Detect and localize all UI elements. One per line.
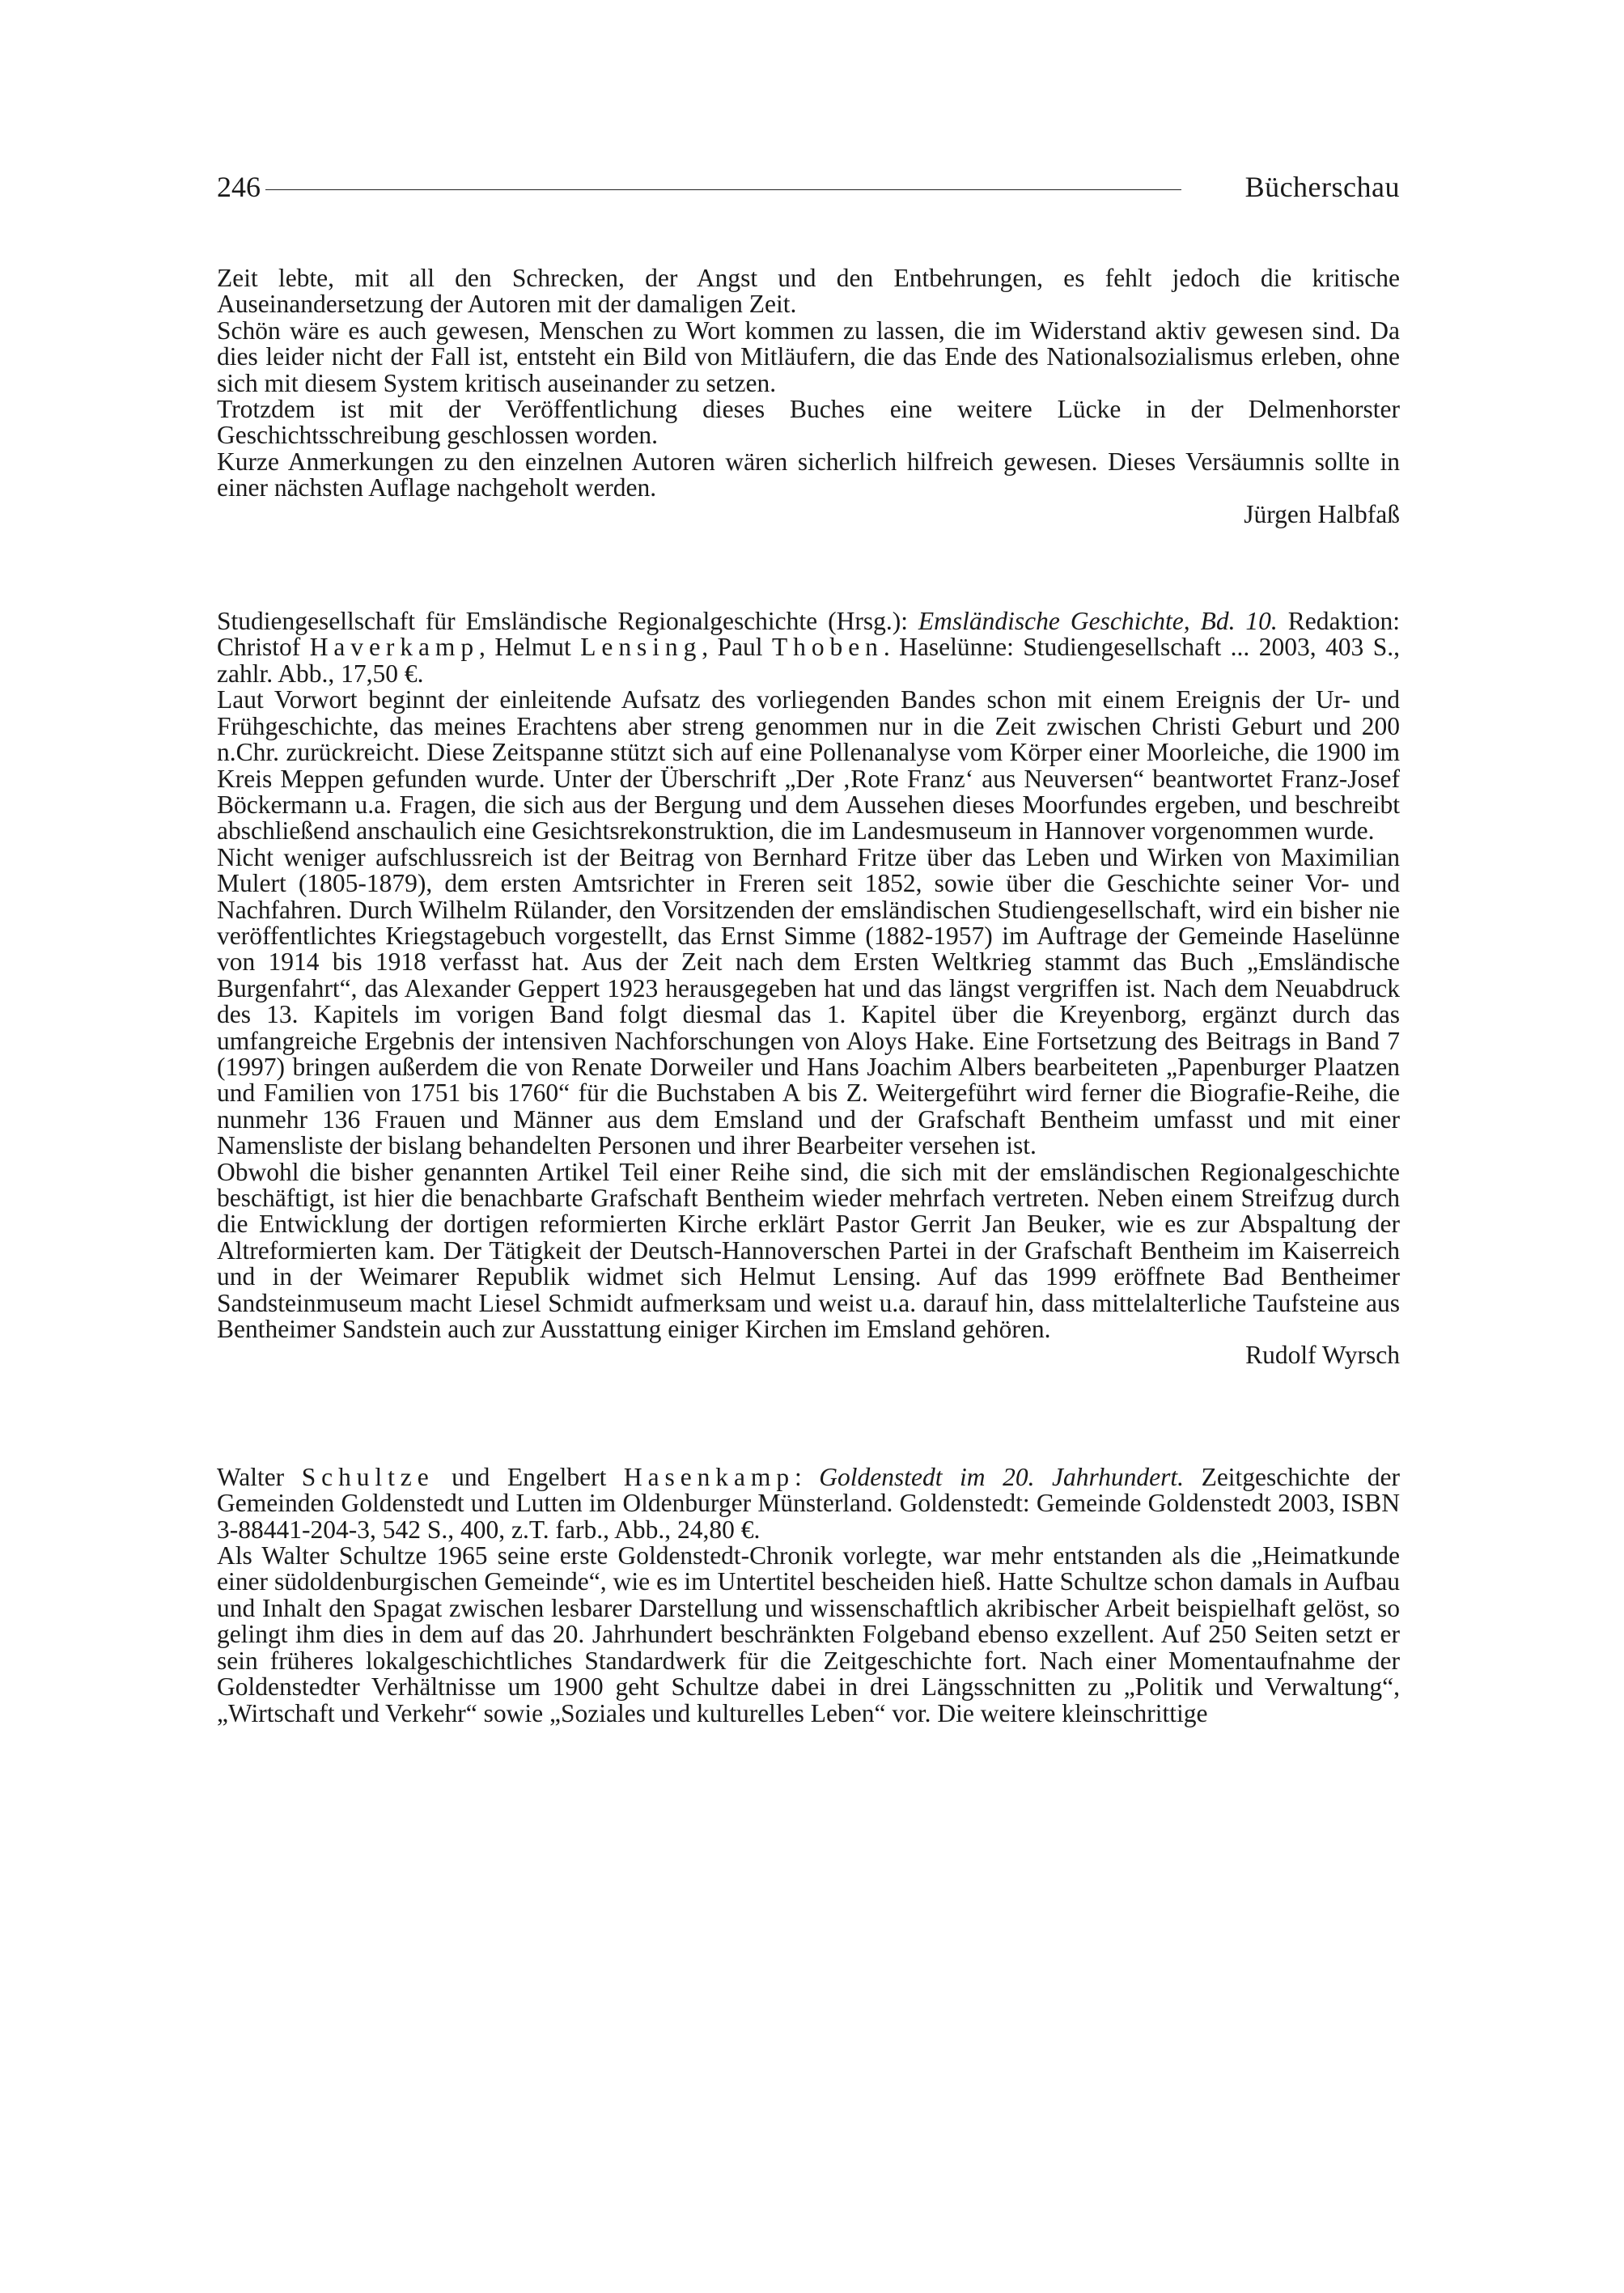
citation-text: und Engelbert — [434, 1462, 624, 1491]
header-rule — [265, 189, 1181, 190]
spacer — [217, 1369, 1400, 1464]
paragraph: Nicht weniger aufschlussreich ist der Beitrag von Bernhard Fritze über das Leben und Wirken von Maximilian Mulert (1805-1879), dem ersten Amtsrichter in Freren seit 1852, sowie über die Geschichte seiner Vor- und Nachfahren. Durch Wilhelm Rülander, den Vorsitzenden der emsländischen Studiengesellschaft, wird ein bisher nie veröffentlichtes Kriegstagebuch vorgestellt, das Ernst Simme (1882-1957) im Auftrage der Gemeinde Haselünne von 1914 bis 1918 verfasst hat. Aus der Zeit nach dem Ersten Weltkrieg stammt das Buch „Emsländische Burgenfahrt“, das Alexander Geppert 1923 herausgegeben hat und das längst vergriffen ist. Nach dem Neuabdruck des 13. Kapitels im vorigen Band folgt diesmal das 1. Kapitel über die Kreyenborg, ergänzt durch das umfangreiche Ergebnis der intensiven Nachforschungen von Aloys Hake. Eine Fortsetzung des Beitrags in Band 7 (1997) bringen außerdem die von Renate Dorweiler und Hans Joachim Albers bearbeiteten „Papenburger Plaatzen und Familien von 1751 bis 1760“ für die Buchstaben A bis Z. Weitergeführt wird ferner die Biografie-Reihe, die nunmehr 136 Frauen und Männer aus dem Emsland und der Grafschaft Bentheim umfasst und mit einer Namensliste der bislang behandelten Personen und ihrer Bearbeiter versehen ist. — [217, 842, 1400, 1160]
citation-text: , Helmut — [479, 633, 581, 662]
book-title: Goldenstedt im 20. Jahrhundert. — [819, 1462, 1185, 1491]
paragraph: Trotzdem ist mit der Veröffentlichung dieses Buches eine weitere Lücke in der Delmenhorster Geschichtsschreibung geschlossen worden. — [217, 395, 1400, 450]
reviewer-signature: Jürgen Halbfaß — [1244, 499, 1400, 528]
author-first-name: Walter — [217, 1462, 302, 1491]
paragraph: Als Walter Schultze 1965 seine erste Goldenstedt-Chronik vorlegte, war mehr entstanden als die „Heimatkunde einer südoldenburgischen Gemeinde“, wie es im Untertitel bescheiden hieß. Hatte Schultze schon damals in Aufbau und Inhalt den Spagat zwischen lesbarer Darstellung und wissenschaftlich akribischer Arbeit beispielhaft gelöst, so gelingt ihm dies in dem auf das 20. Jahrhundert beschränkten Folgeband ebenso exzellent. Auf 250 Seiten setzt er sein früheres lokalgeschichtliches Standardwerk für die Zeitgeschichte fort. Nach einer Momentaufnahme der Goldenstedter Verhältnisse um 1900 geht Schultze dabei in drei Längsschnitten zu „Politik und Verwaltung“, „Wirtschaft und Verkehr“ sowie „Soziales und kulturelles Leben“ vor. Die weitere kleinschrittige — [217, 1541, 1400, 1727]
editor-name: Haverkamp — [309, 633, 480, 662]
editor-name: Lensing — [580, 633, 702, 662]
section-title: Bücherschau — [1245, 171, 1400, 203]
citation-text: : — [795, 1462, 820, 1491]
review-goldenstedt — [217, 1464, 1400, 1727]
author-name: Schultze — [301, 1462, 435, 1491]
paragraph: Obwohl die bisher genannten Artikel Teil einer Reihe sind, die sich mit der emsländischen Regionalgeschichte beschäftigt, ist hier die benachbarte Grafschaft Bentheim wieder mehrfach vertreten. Neben einem Streifzug durch die Entwicklung der dortigen reformierten Kirche erklärt Pastor Gerrit Jan Beuker, wie es zur Abspaltung der Altreformierten kam. Der Tätigkeit der Deutsch-Hannoverschen Partei in der Grafschaft Bentheim im Kaiserreich und in der Weimarer Republik widmet sich Helmut Lensing. Auf das 1999 eröffnete Bad Bentheimer Sandsteinmuseum macht Liesel Schmidt aufmerksam und weist u.a. darauf hin, dass mittelalterliche Taufsteine aus Bentheimer Sandstein auch zur Ausstattung einiger Kirchen im Emsland gehören. — [217, 1157, 1400, 1344]
spacer — [217, 528, 1400, 608]
citation-details: Zeitgeschichte der Gemeinden Goldenstedt und Lutten im Oldenburger Münsterland. Goldenstedt: Gemeinde Goldenstedt 2003, ISBN 3-88441-204-3, 542 S., 400, z.T. farb., Abb., 24,80 €. — [217, 1462, 1400, 1544]
book-citation — [217, 608, 1400, 687]
paragraph: Laut Vorwort beginnt der einleitende Aufsatz des vorliegenden Bandes schon mit einem Ereignis der Ur- und Frühgeschichte, das meines Erachtens aber streng genommen nur in die Zeit zwischen Christi Geburt und 200 n.Chr. zurückreicht. Diese Zeitspanne stützt sich auf eine Pollenanalyse vom Körper einer Moorleiche, die 1900 im Kreis Meppen gefunden wurde. Unter der Überschrift „Der ‚Rote Franz‘ aus Neuversen“ beantwortet Franz-Josef Böckermann u.a. Fragen, die sich aus der Bergung und dem Aussehen dieses Moorfundes ergeben, und beschreibt abschließend anschaulich eine Gesichtsrekonstruktion, die im Landesmuseum in Hannover vorgenommen wurde. — [217, 685, 1400, 846]
page-header — [217, 165, 1400, 214]
citation-text: Redaktion: Christof — [217, 607, 1400, 662]
citation-publisher: Studiengesellschaft für Emsländische Regionalgeschichte (Hrsg.): — [217, 607, 918, 636]
page-body — [217, 265, 1400, 1727]
book-citation — [217, 1464, 1400, 1543]
paragraph: Zeit lebte, mit all den Schrecken, der Angst und den Entbehrungen, es fehlt jedoch die kritische Auseinandersetzung der Autoren mit der damaligen Zeit. — [217, 264, 1400, 319]
review-wyrsch — [217, 608, 1400, 1369]
editor-name: Thoben — [772, 633, 884, 662]
citation-details: . Haselünne: Studiengesellschaft ... 2003, 403 S., zahlr. Abb., 17,50 €. — [217, 633, 1400, 688]
paragraph: Kurze Anmerkungen zu den einzelnen Autoren wären sicherlich hilfreich gewesen. Dieses Versäumnis sollte in einer nächsten Auflage nachgeholt werden. — [217, 447, 1400, 502]
book-title: Emsländische Geschichte, Bd. 10. — [918, 607, 1278, 636]
citation-text: , Paul — [702, 633, 772, 662]
author-name: Hasenkamp — [623, 1462, 795, 1491]
reviewer-signature: Rudolf Wyrsch — [1245, 1341, 1400, 1370]
review-halbfass — [217, 265, 1400, 528]
page-number: 246 — [217, 171, 261, 203]
paragraph: Schön wäre es auch gewesen, Menschen zu Wort kommen zu lassen, die im Widerstand aktiv gewesen sind. Da dies leider nicht der Fall ist, entsteht ein Bild von Mitläufern, die das Ende des Nationalsozialismus erleben, ohne sich mit diesem System kritisch auseinander zu setzen. — [217, 316, 1400, 397]
